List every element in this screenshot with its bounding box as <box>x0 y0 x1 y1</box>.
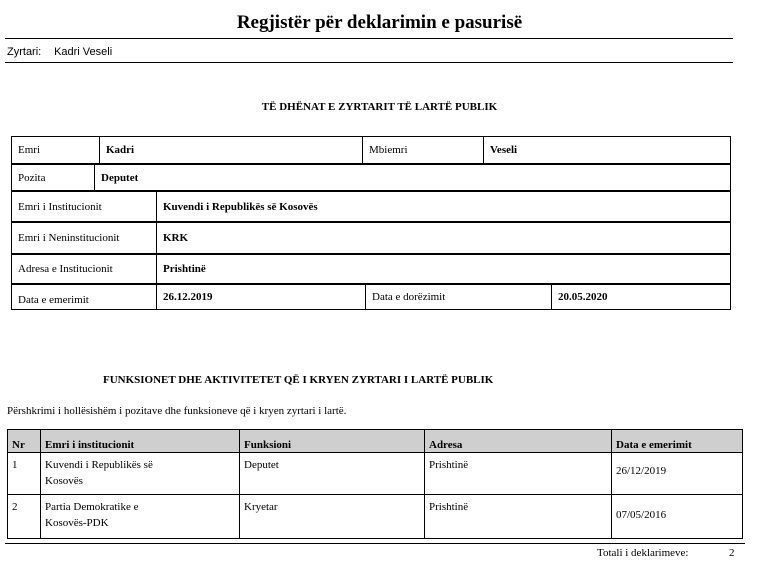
official-line <box>7 46 112 58</box>
page-title: Regjistër për deklarimin e pasurisë <box>236 12 523 33</box>
appointment-value: 26.12.2019 <box>157 285 366 310</box>
row-function: Kryetar <box>240 495 425 539</box>
personal-info-row-position <box>11 164 731 191</box>
header-divider <box>5 62 733 63</box>
functions-table <box>7 429 743 539</box>
personal-info-row-name <box>11 136 731 164</box>
personal-info-row-address <box>11 254 731 284</box>
col-institution: Emri i institucionit <box>41 430 240 453</box>
personal-section-title: TË DHËNAT E ZYRTARIT TË LARTË PUBLIK <box>261 101 498 113</box>
row-institution: Kuvendi i Republikës së Kosovës <box>41 453 240 495</box>
address-label: Adresa e Institucionit <box>12 255 157 284</box>
submission-value: 20.05.2020 <box>552 285 731 310</box>
appointment-label: Data e emerimit <box>12 285 157 310</box>
institution-value: Kuvendi i Republikës së Kosovës <box>157 192 731 222</box>
submission-label: Data e dorëzimit <box>366 285 552 310</box>
col-appointment-date: Data e emerimit <box>612 430 743 453</box>
position-value: Deputet <box>95 165 731 191</box>
row-institution: Partia Demokratike e Kosovës-PDK <box>41 495 240 539</box>
row-date: 07/05/2016 <box>612 495 743 539</box>
row-nr: 1 <box>8 453 41 495</box>
institution-label: Emri i Institucionit <box>12 192 157 222</box>
row-nr: 2 <box>8 495 41 539</box>
title-divider <box>5 38 733 39</box>
total-declarations-value: 2 <box>729 547 735 559</box>
personal-info-row-dates <box>11 284 731 310</box>
personal-info-row-non-institution <box>11 222 731 254</box>
functions-section-title: FUNKSIONET DHE AKTIVITETET QË I KRYEN ZYRTARI I LARTË PUBLIK <box>103 374 494 386</box>
last-name-label: Mbiemri <box>363 137 484 164</box>
functions-table-header <box>8 430 743 453</box>
total-declarations-label: Totali i deklarimeve: <box>597 547 689 559</box>
first-name-label: Emri <box>12 137 100 164</box>
row-address: Prishtinë <box>425 453 612 495</box>
official-name: Kadri Veseli <box>54 46 113 58</box>
table-row <box>8 495 743 539</box>
address-value: Prishtinë <box>157 255 731 284</box>
col-nr: Nr <box>8 430 41 453</box>
last-name-value: Veseli <box>484 137 731 164</box>
row-date: 26/12/2019 <box>612 453 743 495</box>
table-row <box>8 453 743 495</box>
non-institution-label: Emri i Neninstitucionit <box>12 223 157 254</box>
position-label: Pozita <box>12 165 95 191</box>
row-function: Deputet <box>240 453 425 495</box>
functions-description: Përshkrimi i hollësishëm i pozitave dhe funksioneve që i kryen zyrtari i lartë. <box>7 405 347 417</box>
non-institution-value: KRK <box>157 223 731 254</box>
col-function: Funksioni <box>240 430 425 453</box>
row-address: Prishtinë <box>425 495 612 539</box>
official-label: Zyrtari: <box>7 46 42 58</box>
first-name-value: Kadri <box>100 137 363 164</box>
personal-info-row-institution <box>11 191 731 222</box>
col-address: Adresa <box>425 430 612 453</box>
footer-divider <box>5 543 745 544</box>
